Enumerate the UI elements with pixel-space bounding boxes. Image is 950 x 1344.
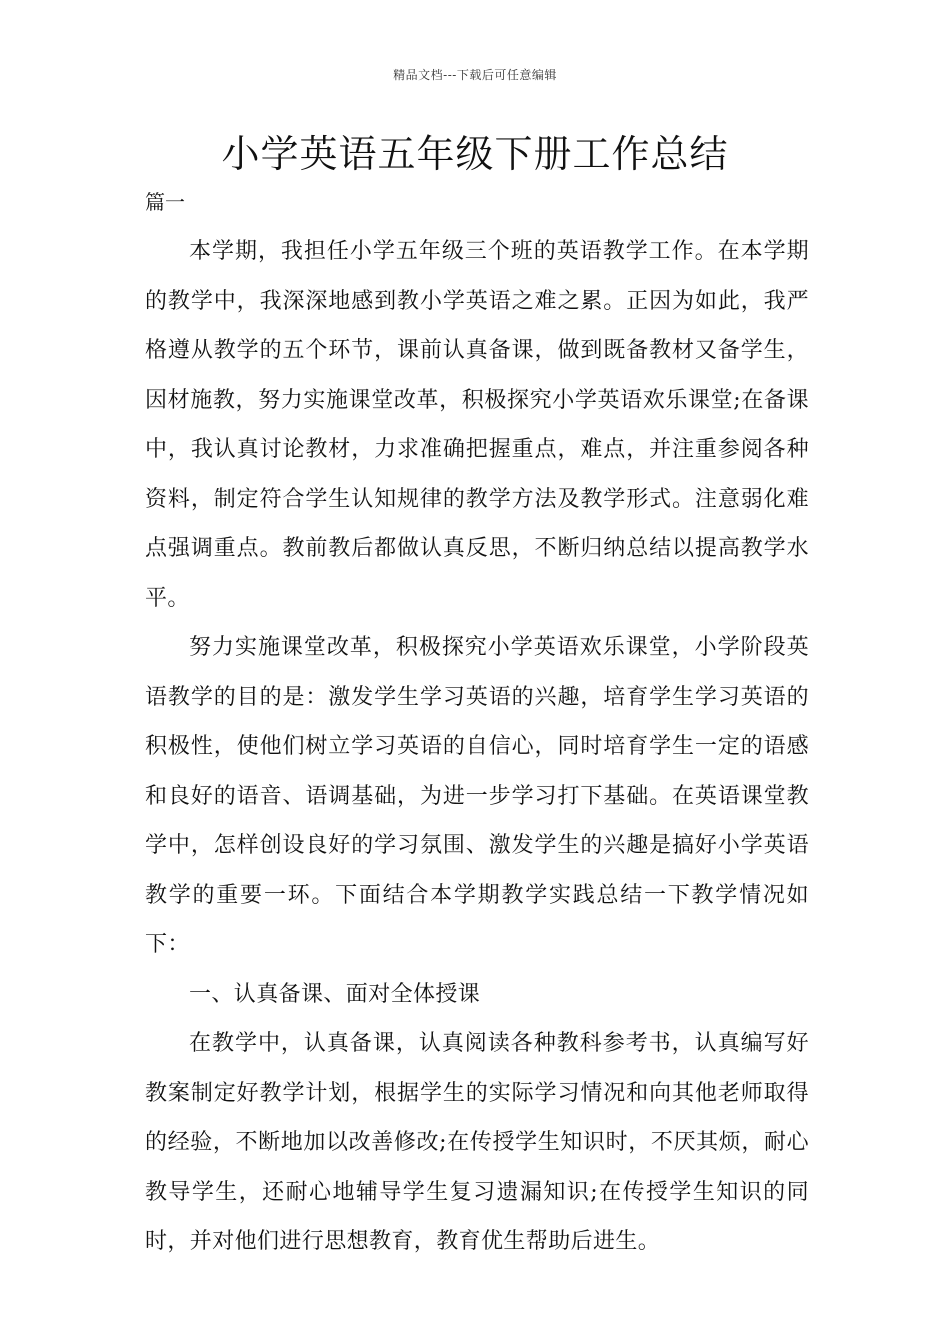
section-heading-1: 一、认真备课、面对全体授课 bbox=[189, 981, 481, 1007]
section-label: 篇一 bbox=[145, 190, 185, 214]
document-body bbox=[145, 227, 809, 1267]
header-note: 精品文档---下载后可任意编辑 bbox=[393, 68, 557, 82]
paragraph-1: 本学期，我担任小学五年级三个班的英语教学工作。在本学期的教学中，我深深地感到教小学英语之难之累。正因为如此，我严格遵从教学的五个环节，课前认真备课，做到既备教材又备学生，因材施教，努力实施课堂改革，积极探究小学英语欢乐课堂;在备课中，我认真讨论教材，力求准确把握重点，难点，并注重参阅各种资料，制定符合学生认知规律的教学方法及教学形式。注意弱化难点强调重点。教前教后都做认真反思，不断归纳总结以提高教学水平。 bbox=[145, 239, 809, 611]
document-title: 小学英语五年级下册工作总结 bbox=[221, 132, 729, 176]
paragraph-3: 在教学中，认真备课，认真阅读各种教科参考书，认真编写好教案制定好教学计划，根据学生的实际学习情况和向其他老师取得的经验，不断地加以改善修改;在传授学生知识时，不厌其烦，耐心教导学生，还耐心地辅导学生复习遗漏知识;在传授学生知识的同时，并对他们进行思想教育，教育优生帮助后进生。 bbox=[145, 1031, 809, 1254]
paragraph-2: 努力实施课堂改革，积极探究小学英语欢乐课堂，小学阶段英语教学的目的是：激发学生学习英语的兴趣，培育学生学习英语的积极性，使他们树立学习英语的自信心，同时培育学生一定的语感和良好的语音、语调基础，为进一步学习打下基础。在英语课堂教学中，怎样创设良好的学习氛围、激发学生的兴趣是搞好小学英语教学的重要一环。下面结合本学期教学实践总结一下教学情况如下： bbox=[145, 635, 809, 957]
